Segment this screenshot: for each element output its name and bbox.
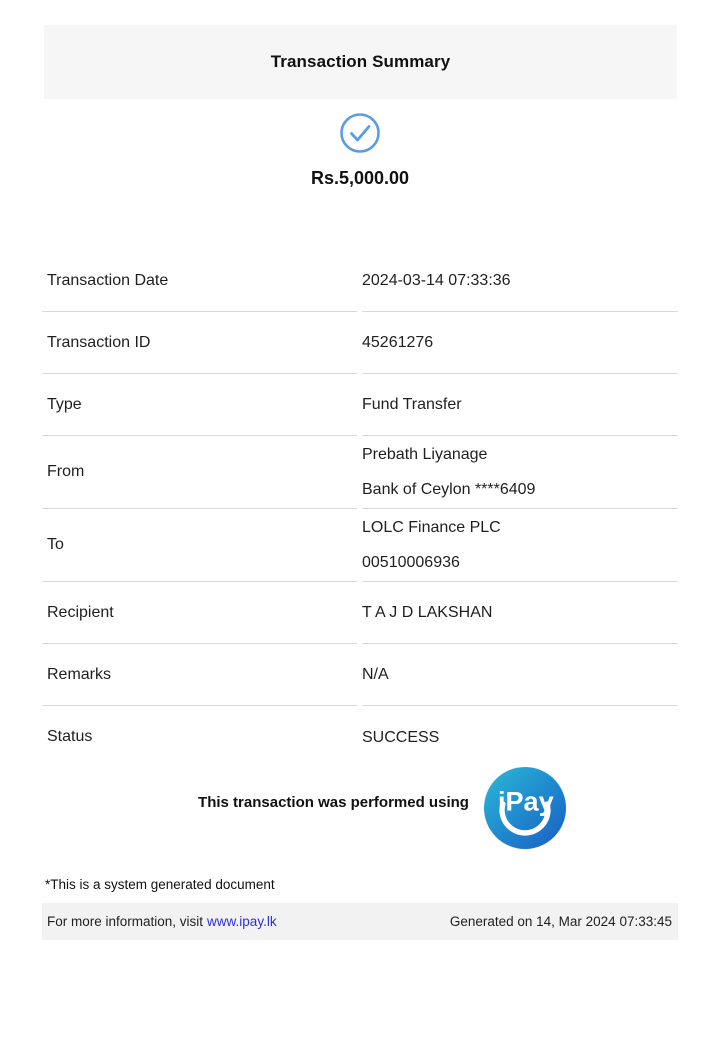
row-value-line: 45261276 <box>362 334 434 351</box>
system-generated-note: *This is a system generated document <box>45 877 275 892</box>
row-label: Transaction Date <box>42 250 357 312</box>
row-value-line: Fund Transfer <box>362 396 462 413</box>
table-row <box>42 312 678 374</box>
performed-using-strip <box>22 766 720 850</box>
table-row <box>42 706 678 768</box>
row-value-line: 00510006936 <box>362 554 460 571</box>
row-label: Status <box>47 728 93 745</box>
row-value-line: N/A <box>362 666 389 683</box>
row-value-line: T A J D LAKSHAN <box>362 604 493 621</box>
row-value <box>362 644 678 706</box>
table-row <box>42 374 678 436</box>
table-row <box>42 509 678 582</box>
details-table <box>42 250 678 768</box>
footer-info <box>47 914 277 929</box>
row-label: Remarks <box>42 644 357 706</box>
footer-info-text: For more information, visit <box>47 914 204 929</box>
footer-bar <box>42 903 678 940</box>
row-label: From <box>42 436 357 509</box>
row-value <box>362 706 678 768</box>
row-value <box>362 582 678 644</box>
row-value <box>362 312 678 374</box>
generated-timestamp: Generated on 14, Mar 2024 07:33:45 <box>449 914 672 929</box>
table-row <box>42 436 678 509</box>
performed-using-text: This transaction was performed using <box>198 793 469 811</box>
row-value <box>362 250 678 312</box>
row-value-line: Prebath Liyanage <box>362 446 488 463</box>
row-value <box>362 509 678 582</box>
transaction-amount: Rs.5,000.00 <box>310 168 410 188</box>
success-block <box>0 112 720 189</box>
ipay-logo-text: iPay <box>497 786 554 817</box>
table-row <box>42 250 678 312</box>
row-label: Type <box>42 374 357 436</box>
row-label: Transaction ID <box>42 312 357 374</box>
row-value-line: LOLC Finance PLC <box>362 519 501 536</box>
header-bar <box>44 25 677 99</box>
row-value-line: Bank of Ceylon ****6409 <box>362 481 536 498</box>
check-circle-icon <box>339 112 381 154</box>
ipay-logo-icon <box>484 767 566 849</box>
row-value <box>362 374 678 436</box>
row-label: Recipient <box>42 582 357 644</box>
row-label: To <box>42 509 357 582</box>
page-title: Transaction Summary <box>270 52 451 71</box>
row-value <box>362 436 678 509</box>
table-row <box>42 582 678 644</box>
table-row <box>42 644 678 706</box>
row-value-line: 2024-03-14 07:33:36 <box>362 272 511 289</box>
ipay-website-link[interactable]: www.ipay.lk <box>207 914 277 929</box>
row-value-line: SUCCESS <box>362 728 440 746</box>
